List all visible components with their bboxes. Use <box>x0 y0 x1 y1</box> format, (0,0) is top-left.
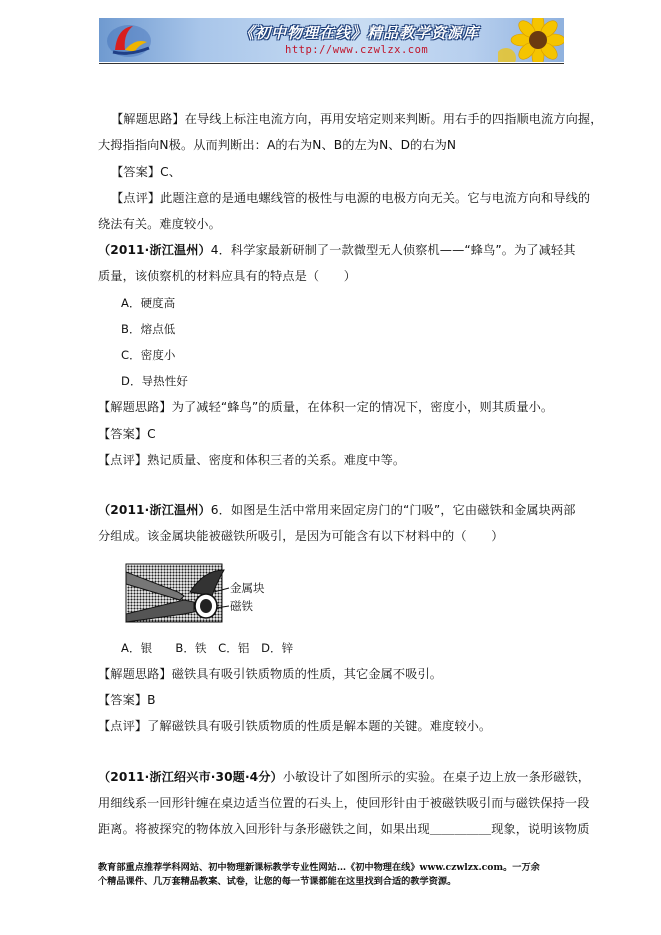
q6-stem-line1 <box>98 502 576 518</box>
q30-stem-text: 小敏设计了如图所示的实验。在桌子边上放一条形磁铁， <box>282 770 591 784</box>
q4-analysis: 【解题思路】为了减轻“蜂鸟”的质量，在体积一定的情况下，密度小，则其质量小。 <box>98 400 554 414</box>
q6-stem-text: 6．如图是生活中常用来固定房门的“门吸”，它由磁铁和金属块两部 <box>210 503 576 517</box>
q6-analysis: 【解题思路】磁铁具有吸引铁质物质的性质，其它金属不吸引。 <box>98 667 443 681</box>
site-url[interactable]: http://www.czwlzx.com <box>285 44 429 56</box>
q4-source: （2011·浙江温州） <box>98 243 211 257</box>
q3-analysis-line1: 【解题思路】在导线上标注电流方向，再用安培定则来判断。用右手的四指顺电流方向握， <box>111 112 603 126</box>
q6-stem-line2: 分组成。该金属块能被磁铁所吸引，是因为可能含有以下材料中的（ ） <box>98 529 504 543</box>
q6-answer: 【答案】B <box>98 693 156 707</box>
q3-answer: 【答案】C、 <box>111 165 182 179</box>
q6-comment: 【点评】了解磁铁具有吸引铁质物质的性质是解本题的关键。难度较小。 <box>98 719 492 733</box>
q3-comment-line2: 绕法有关。难度较小。 <box>98 217 221 231</box>
site-logo-icon <box>105 20 153 60</box>
q30-stem-line1 <box>98 769 590 785</box>
q4-comment: 【点评】熟记质量、密度和体积三者的关系。难度中等。 <box>98 453 406 467</box>
site-title: 《初中物理在线》精品教学资源库 <box>239 24 480 42</box>
q4-option-d: D．导热性好 <box>121 374 188 388</box>
q4-stem-line2: 质量，该侦察机的材料应具有的特点是（ ） <box>98 269 357 283</box>
q30-stem-line2: 用细线系一回形针缠在桌边适当位置的石头上，使回形针由于被磁铁吸引而与磁铁保持一段 <box>98 796 590 810</box>
q4-answer: 【答案】C <box>98 427 156 441</box>
q4-option-a: A．硬度高 <box>121 296 176 310</box>
footer-line1: 教育部重点推荐学科网站、初中物理新课标教学专业性网站…《初中物理在线》www.czwlzx.com。一万余 <box>98 862 540 873</box>
q30-source: （2011·浙江绍兴市·30题·4分） <box>98 770 283 784</box>
q3-analysis-line2: 大拇指指向N极。从而判断出：A的右为N、B的左为N、D的右为N <box>98 138 457 152</box>
q30-stem-line3: 距离。将被探究的物体放入回形针与条形磁铁之间，如果出现＿＿＿＿＿现象，说明该物质 <box>98 822 590 836</box>
figure-label-metal: 金属块 <box>230 581 265 595</box>
q6-options: A．银 B．铁 C．铝 D．锌 <box>121 641 294 655</box>
sunflower-icon <box>498 18 564 62</box>
q4-option-c: C．密度小 <box>121 348 176 362</box>
figure-label-magnet: 磁铁 <box>230 599 253 613</box>
footer-line2: 个精品课件、几万套精品教案、试卷，让您的每一节课都能在这里找到合适的教学资源。 <box>98 876 457 887</box>
door-stop-figure <box>124 562 294 626</box>
q6-source: （2011·浙江温州） <box>98 503 211 517</box>
q3-comment-line1: 【点评】此题注意的是通电螺线管的极性与电源的电极方向无关。它与电流方向和导线的 <box>111 191 591 205</box>
header-banner <box>99 18 564 62</box>
q4-stem-text: 4．科学家最新研制了一款微型无人侦察机——“蜂鸟”。为了减轻其 <box>210 243 576 257</box>
q4-option-b: B．熔点低 <box>121 322 176 336</box>
header-divider <box>99 63 564 64</box>
q4-stem-line1 <box>98 242 576 258</box>
